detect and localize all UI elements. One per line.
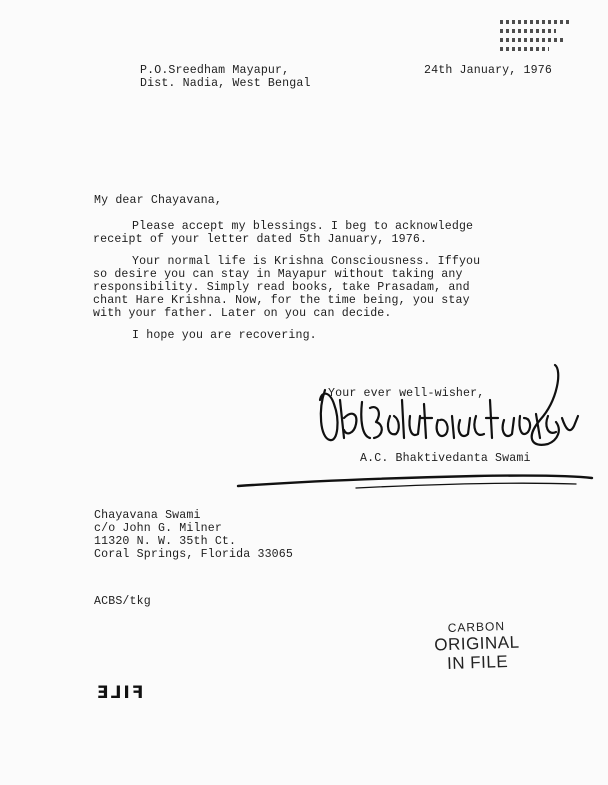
recipient-line-4: Coral Springs, Florida 33065 bbox=[94, 548, 294, 561]
stamp-line: CARBON bbox=[447, 619, 506, 636]
flourish-line bbox=[236, 470, 596, 494]
recipient-line-3: 11320 N. W. 35th Ct. bbox=[94, 535, 237, 548]
paragraph-3 bbox=[93, 329, 513, 342]
stamp-line: IN FILE bbox=[446, 651, 509, 674]
file-stamp: FILE bbox=[95, 683, 144, 703]
recipient-line-1: Chayavana Swami bbox=[94, 509, 201, 522]
paragraph-line: Your normal life is Krishna Consciousness. Iffyou bbox=[132, 255, 481, 268]
reference-initials: ACBS/tkg bbox=[94, 595, 151, 608]
paragraph-line: with your father. Later on you can decide. bbox=[93, 307, 392, 320]
paragraph-line: chant Hare Krishna. Now, for the time being, you stay bbox=[93, 294, 470, 307]
closing: Your ever well-wisher, bbox=[328, 387, 485, 400]
paragraph-line: Please accept my blessings. I beg to acknowledge bbox=[132, 220, 474, 233]
salutation: My dear Chayavana, bbox=[94, 194, 222, 207]
corner-stamp bbox=[500, 15, 570, 63]
sender-address-line-1: P.O.Sreedham Mayapur, bbox=[140, 64, 290, 77]
sender-address-line-2: Dist. Nadia, West Bengal bbox=[140, 77, 311, 90]
signatory-name: A.C. Bhaktivedanta Swami bbox=[360, 452, 531, 465]
recipient-line-2: c/o John G. Milner bbox=[94, 522, 222, 535]
paragraph-line: so desire you can stay in Mayapur without taking any bbox=[93, 268, 463, 281]
paragraph-1 bbox=[93, 220, 513, 246]
carbon-original-stamp bbox=[421, 618, 533, 674]
paragraph-line: responsibility. Simply read books, take Prasadam, and bbox=[93, 281, 470, 294]
stamp-line: ORIGINAL bbox=[433, 632, 520, 655]
paragraph-line: I hope you are recovering. bbox=[132, 329, 317, 342]
paragraph-2 bbox=[93, 255, 513, 320]
letter-date: 24th January, 1976 bbox=[424, 64, 552, 77]
paragraph-line: receipt of your letter dated 5th January, 1976. bbox=[93, 233, 428, 246]
